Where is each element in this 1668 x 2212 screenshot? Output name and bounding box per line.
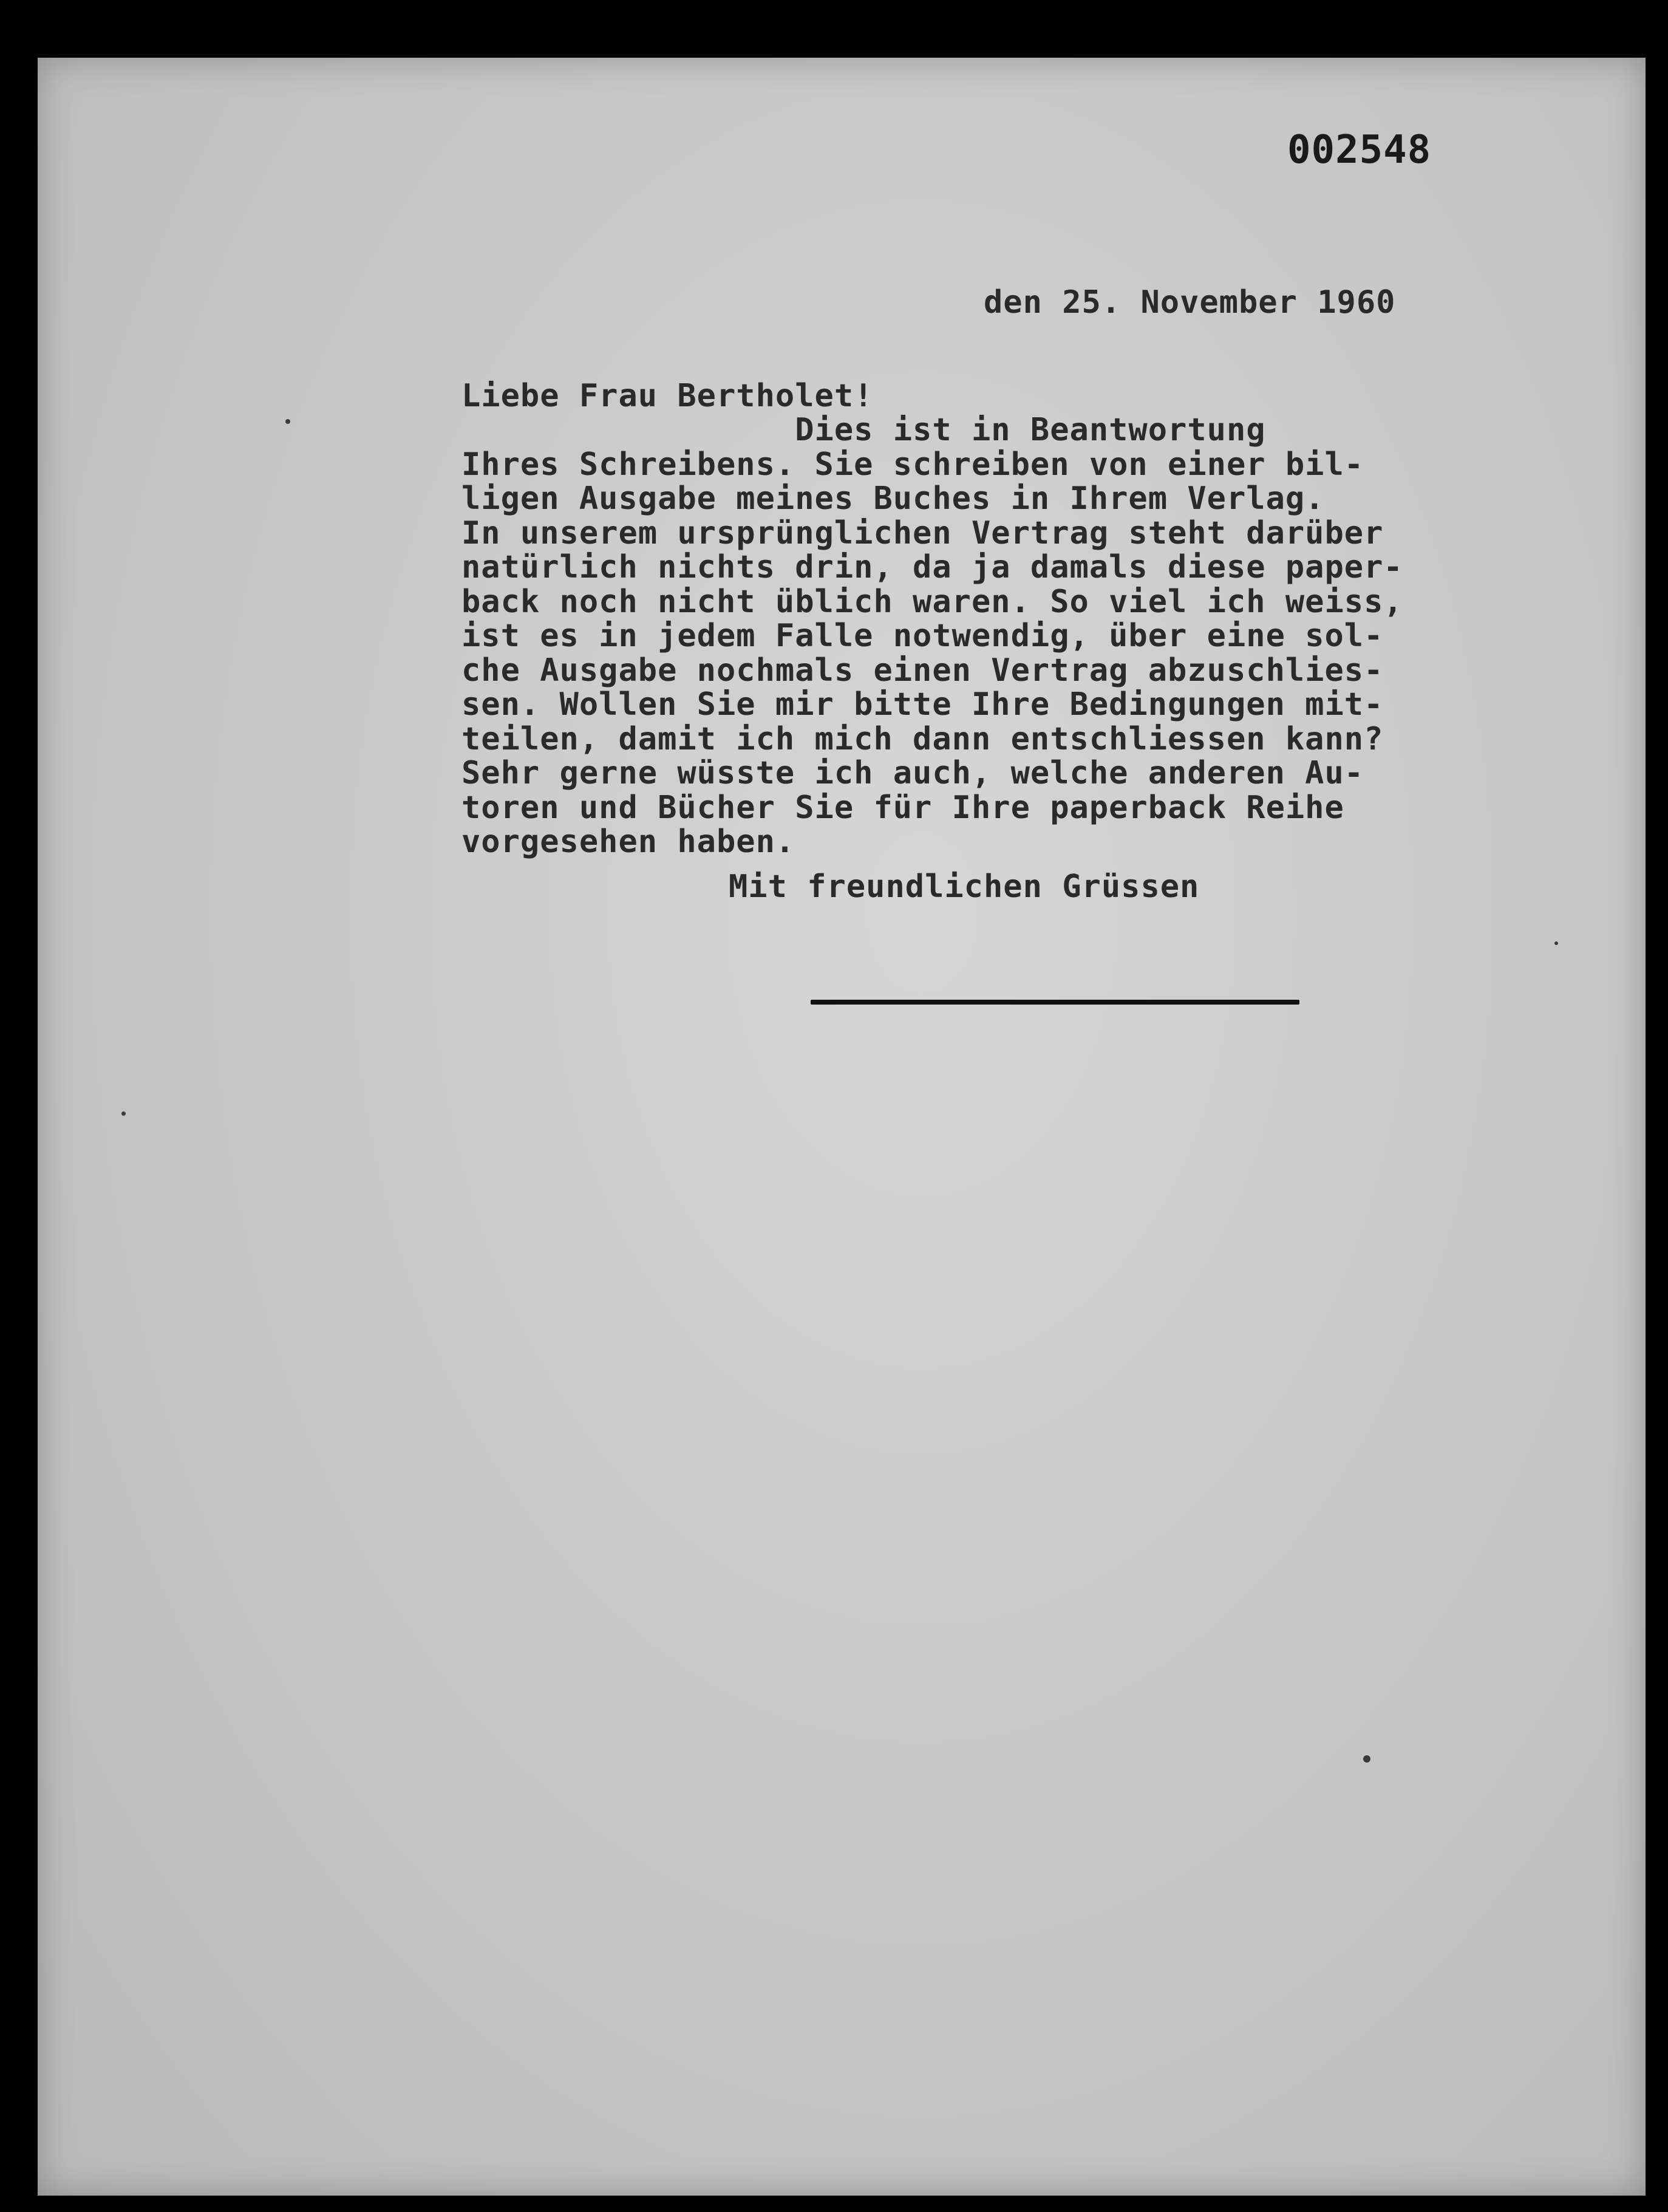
dust-speck (285, 419, 290, 424)
body-line: ligen Ausgabe meines Buches in Ihrem Verlag. (461, 480, 1325, 517)
body-line: ist es in jedem Falle notwendig, über eine sol- (461, 618, 1384, 654)
body-line: Sehr gerne wüsste ich auch, welche anderen Au- (461, 755, 1364, 791)
body-line: Ihres Schreibens. Sie schreiben von einer bil- (461, 446, 1364, 483)
archive-number: 002548 (1287, 128, 1432, 172)
body-line: In unserem ursprünglichen Vertrag steht darüber (461, 514, 1384, 551)
salutation: Liebe Frau Bertholet! (461, 378, 874, 414)
letter-date: den 25. November 1960 (984, 284, 1396, 321)
dust-speck (1554, 941, 1558, 945)
body-line: teilen, damit ich mich dann entschliessen kann? (461, 720, 1384, 757)
dust-speck (121, 1111, 126, 1116)
closing: Mit freundlichen Grüssen (729, 869, 1200, 905)
body-line: vorgesehen haben. (461, 824, 795, 860)
body-line: sen. Wollen Sie mir bitte Ihre Bedingungen mit- (461, 686, 1384, 723)
body-line: che Ausgabe nochmals einen Vertrag abzuschlies- (461, 652, 1384, 689)
dust-speck (1363, 1755, 1370, 1763)
body-line: toren und Bücher Sie für Ihre paperback Reihe (461, 789, 1344, 826)
body-line: back noch nicht üblich waren. So viel ich weiss, (461, 583, 1403, 620)
body-line: Dies ist in Beantwortung (461, 412, 1266, 448)
signature-line (811, 1000, 1299, 1005)
letter-body (461, 413, 1403, 859)
body-line: natürlich nichts drin, da ja damals diese paper- (461, 549, 1403, 585)
